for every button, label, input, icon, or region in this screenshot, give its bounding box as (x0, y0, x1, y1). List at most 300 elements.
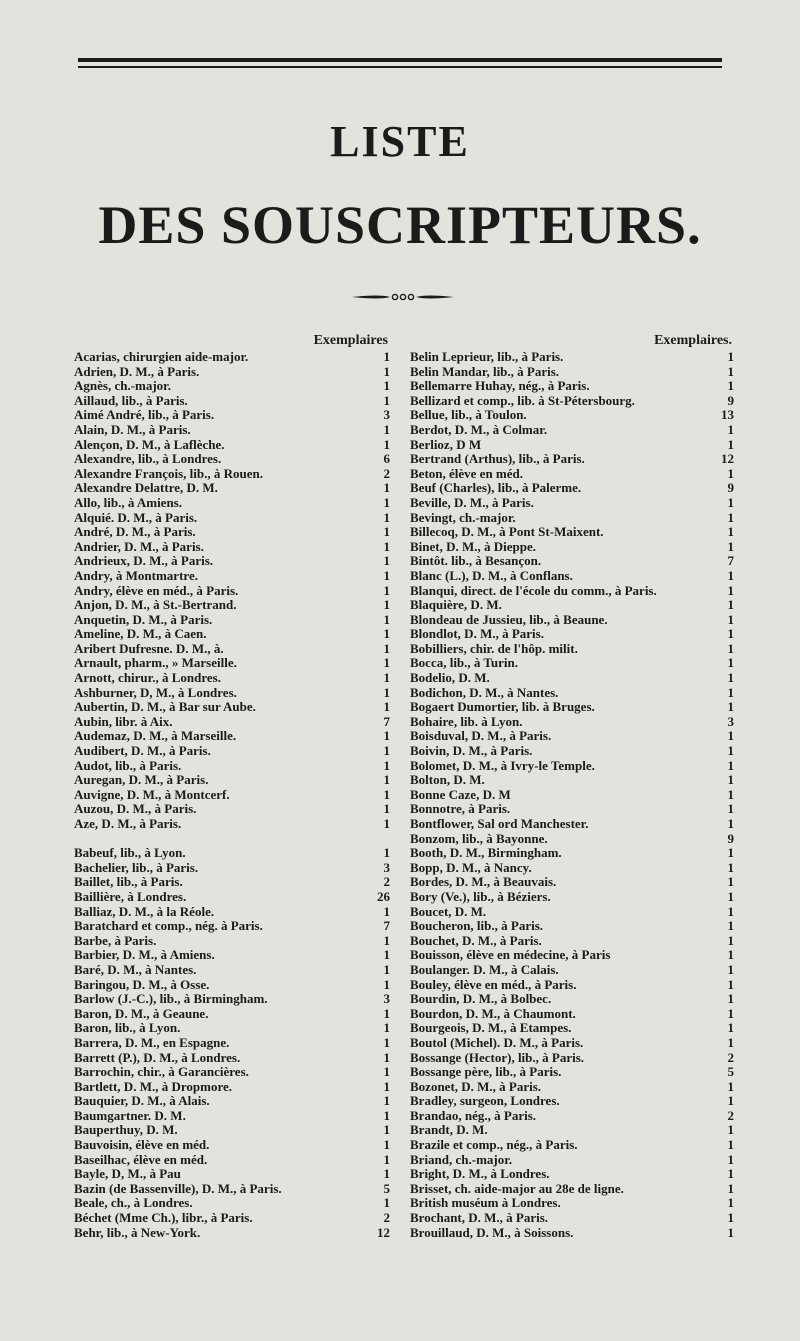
subscriber-entry (410, 802, 734, 817)
copies-count: 1 (383, 655, 390, 671)
subscriber-name: Bogaert Dumortier, lib. à Bruges. (410, 700, 595, 715)
copies-count: 1 (383, 947, 390, 963)
copies-count: 1 (383, 480, 390, 496)
copies-count: 1 (727, 421, 734, 437)
subscriber-entry (410, 934, 734, 949)
copies-count: 1 (383, 1064, 390, 1080)
copies-count: 1 (727, 640, 734, 656)
subscriber-entry (74, 408, 390, 423)
subscriber-name: Bertrand (Arthus), lib., à Paris. (410, 452, 585, 467)
subscriber-name: Boulanger. D. M., à Calais. (410, 962, 559, 977)
subscriber-name: Blondeau de Jussieu, lib., à Beaune. (410, 612, 608, 627)
subscriber-name: Bright, D. M., à Londres. (410, 1167, 550, 1182)
copies-count: 1 (383, 728, 390, 744)
subscriber-name: Aubin, libr. à Aix. (74, 714, 173, 729)
copies-count: 1 (727, 743, 734, 759)
subscriber-name: Brazile et comp., nég., à Paris. (410, 1138, 578, 1153)
subscriber-entry (410, 861, 734, 876)
subscriber-entry (410, 525, 734, 540)
copies-count: 1 (383, 392, 390, 408)
group-gap (74, 832, 390, 847)
subscriber-entry (74, 978, 390, 993)
subscriber-name: Bourdin, D. M., à Bolbec. (410, 992, 552, 1007)
copies-count: 1 (727, 655, 734, 671)
subscriber-entry (74, 379, 390, 394)
subscriber-entry (410, 729, 734, 744)
subscriber-name: Barrochin, chir., à Garancières. (74, 1065, 249, 1080)
copies-count: 1 (383, 1093, 390, 1109)
copies-count: 1 (727, 728, 734, 744)
subscriber-entry (410, 511, 734, 526)
subscriber-name: Bourgeois, D. M., à Etampes. (410, 1021, 572, 1036)
subscriber-entry (74, 700, 390, 715)
subscriber-entry (74, 744, 390, 759)
copies-count: 1 (727, 1210, 734, 1226)
copies-count: 1 (727, 378, 734, 394)
subscriber-name: Anjon, D. M., à St.-Bertrand. (74, 598, 237, 613)
subscriber-entry (74, 861, 390, 876)
copies-count: 1 (727, 1166, 734, 1182)
copies-count: 1 (727, 1034, 734, 1050)
copies-count: 1 (727, 947, 734, 963)
subscriber-entry (410, 452, 734, 467)
subscriber-entry (74, 992, 390, 1007)
subscriber-name: Andrieux, D. M., à Paris. (74, 554, 214, 569)
subscriber-entry (74, 1153, 390, 1168)
subscriber-entry (410, 948, 734, 963)
subscriber-entry (410, 1196, 734, 1211)
subscriber-name: Binet, D. M., à Dieppe. (410, 539, 537, 554)
copies-count: 1 (383, 1166, 390, 1182)
subscriber-entry (74, 525, 390, 540)
copies-count: 2 (727, 1049, 734, 1065)
subscriber-name: Bellue, lib., à Toulon. (410, 408, 527, 423)
copies-count: 1 (727, 436, 734, 452)
copies-count: 1 (727, 1224, 734, 1240)
subscriber-entry (410, 817, 734, 832)
copies-count: 1 (383, 845, 390, 861)
copies-count: 1 (383, 684, 390, 700)
copies-count: 1 (383, 436, 390, 452)
subscriber-name: Auregan, D. M., à Paris. (74, 773, 209, 788)
copies-count: 1 (727, 976, 734, 992)
subscriber-name: Blaquière, D. M. (410, 598, 502, 613)
subscriber-name: Balliaz, D. M., à la Réole. (74, 904, 215, 919)
subscriber-entry (410, 408, 734, 423)
subscriber-entry (74, 1226, 390, 1241)
copies-count: 1 (383, 421, 390, 437)
subscriber-name: Beale, ch., à Londres. (74, 1196, 193, 1211)
copies-count: 1 (383, 1195, 390, 1211)
subscriber-entry (410, 554, 734, 569)
copies-count: 7 (383, 918, 390, 934)
copies-count: 1 (727, 918, 734, 934)
copies-count: 1 (727, 626, 734, 642)
subscriber-entry (74, 467, 390, 482)
copies-count: 1 (383, 363, 390, 379)
copies-count: 2 (727, 1107, 734, 1123)
subscriber-name: André, D. M., à Paris. (74, 525, 196, 540)
subscriber-entry (74, 1182, 390, 1197)
subscriber-entry (74, 584, 390, 599)
subscriber-name: Baumgartner. D. M. (74, 1108, 186, 1123)
subscriber-name: Bevingt, ch.-major. (410, 510, 516, 525)
subscriber-name: Bozonet, D. M., à Paris. (410, 1079, 542, 1094)
copies-count: 1 (383, 816, 390, 831)
copies-count: 1 (383, 349, 390, 364)
subscriber-entry (74, 642, 390, 657)
copies-count: 1 (727, 684, 734, 700)
subscriber-name: Aillaud, lib., à Paris. (74, 393, 188, 408)
subscriber-name: Alexandre, lib., à Londres. (74, 452, 222, 467)
copies-count: 1 (727, 786, 734, 802)
subscriber-entry (74, 569, 390, 584)
copies-count: 1 (727, 349, 734, 364)
copies-count: 26 (377, 888, 390, 904)
copies-count: 12 (377, 1224, 390, 1240)
subscriber-entry (74, 948, 390, 963)
subscriber-name: Allo, lib., à Amiens. (74, 495, 182, 510)
copies-count: 1 (383, 553, 390, 569)
subscriber-name: Babeuf, lib., à Lyon. (74, 846, 186, 861)
copies-count: 1 (727, 670, 734, 686)
subscriber-entry (74, 875, 390, 890)
subscriber-name: Briand, ch.-major. (410, 1152, 513, 1167)
subscriber-entry (410, 1123, 734, 1138)
copies-count: 1 (727, 1151, 734, 1167)
subscriber-name: Bordes, D. M., à Beauvais. (410, 875, 557, 890)
subscriber-entry (410, 788, 734, 803)
title-line-2: DES SOUSCRIPTEURS. (98, 195, 702, 255)
copies-count: 1 (383, 670, 390, 686)
copies-count: 1 (383, 494, 390, 510)
subscriber-entry (74, 598, 390, 613)
subscriber-name: Bauquier, D. M., à Alais. (74, 1094, 210, 1109)
subscriber-name: Alexandre Delattre, D. M. (74, 481, 218, 496)
subscriber-name: Bossange père, lib., à Paris. (410, 1065, 562, 1080)
left-column-header: Exemplaires (313, 333, 388, 348)
copies-count: 1 (727, 509, 734, 525)
subscriber-entry (74, 1065, 390, 1080)
subscriber-entry (410, 992, 734, 1007)
subscriber-entry (74, 452, 390, 467)
subscriber-entry (410, 1138, 734, 1153)
subscriber-name: Baillière, à Londres. (74, 889, 187, 904)
copies-count: 1 (727, 1137, 734, 1153)
subscriber-name: Anquetin, D. M., à Paris. (74, 612, 213, 627)
copies-count: 1 (383, 597, 390, 613)
copies-count: 1 (727, 1093, 734, 1109)
copies-count: 1 (727, 772, 734, 788)
subscriber-name: Bouisson, élève en médecine, à Paris (410, 948, 611, 963)
copies-count: 1 (727, 874, 734, 890)
copies-count: 9 (727, 830, 734, 846)
copies-count: 13 (721, 407, 734, 423)
subscriber-name: Acarias, chirurgien aide-major. (74, 350, 249, 364)
subscriber-entry (410, 627, 734, 642)
subscriber-name: Brisset, ch. aide-major au 28e de ligne. (410, 1181, 624, 1196)
subscriber-entry (410, 1021, 734, 1036)
subscriber-name: Ameline, D. M., à Caen. (74, 627, 207, 642)
subscriber-name: Bartlett, D. M., à Dropmore. (74, 1079, 233, 1094)
subscriber-name: Bellizard et comp., lib. à St-Pétersbourg. (410, 393, 635, 408)
subscriber-entry (74, 481, 390, 496)
subscriber-entry (410, 875, 734, 890)
subscriber-entry (74, 1021, 390, 1036)
right-column-header: Exemplaires. (654, 333, 732, 348)
subscriber-entry (410, 598, 734, 613)
copies-count: 1 (727, 961, 734, 977)
subscriber-entry (410, 963, 734, 978)
copies-count: 7 (383, 713, 390, 729)
subscriber-name: Brochant, D. M., à Paris. (410, 1211, 549, 1226)
subscriber-entry (74, 540, 390, 555)
subscriber-name: Beville, D. M., à Paris. (410, 495, 534, 510)
copies-count: 1 (383, 582, 390, 598)
subscriber-name: Bonnotre, à Paris. (410, 802, 511, 817)
subscriber-entry (74, 1080, 390, 1095)
subscriber-entry (410, 890, 734, 905)
subscriber-name: Bellemarre Huhay, nég., à Paris. (410, 379, 590, 394)
copies-count: 1 (383, 509, 390, 525)
subscriber-name: Barbier, D. M., à Amiens. (74, 948, 215, 963)
copies-count: 1 (727, 567, 734, 583)
subscriber-entry (74, 438, 390, 453)
right-group (410, 350, 734, 1240)
copies-count: 1 (727, 903, 734, 919)
subscriber-entry (410, 686, 734, 701)
subscriber-entry (410, 1065, 734, 1080)
subscriber-name: Blondlot, D. M., à Paris. (410, 627, 544, 642)
subscriber-entry (410, 1153, 734, 1168)
copies-count: 3 (383, 407, 390, 423)
subscriber-name: Blanqui, direct. de l'école du comm., à Paris. (410, 583, 657, 598)
subscriber-entry (74, 1007, 390, 1022)
subscriber-entry (74, 1109, 390, 1124)
copies-count: 7 (727, 553, 734, 569)
subscriber-name: Bonzom, lib., à Bayonne. (410, 831, 548, 846)
copies-count: 1 (727, 1180, 734, 1196)
subscriber-name: Bayle, D, M., à Pau (74, 1167, 181, 1182)
subscriber-name: Brandt, D. M. (410, 1123, 488, 1138)
subscriber-entry (74, 1138, 390, 1153)
subscriber-entry (74, 1051, 390, 1066)
subscriber-name: Beton, élève en méd. (410, 466, 524, 481)
subscriber-entry (410, 438, 734, 453)
copies-count: 3 (383, 859, 390, 875)
subscriber-name: Baseilhac, élève en méd. (74, 1152, 208, 1167)
subscriber-name: Bourdon, D. M., à Chaumont. (410, 1006, 576, 1021)
subscriber-name: Bopp, D. M., à Nancy. (410, 860, 532, 875)
subscriber-entry (74, 423, 390, 438)
subscriber-entry (410, 656, 734, 671)
subscriber-entry (74, 817, 390, 832)
copies-count: 1 (383, 903, 390, 919)
copies-count: 1 (727, 1195, 734, 1211)
subscriber-entry (410, 584, 734, 599)
subscriber-name: Audibert, D. M., à Paris. (74, 744, 211, 759)
copies-count: 1 (727, 757, 734, 773)
subscriber-name: Bolomet, D. M., à Ivry-le Temple. (410, 758, 595, 773)
top-rule-thin (78, 66, 722, 68)
title-line-1: LISTE (330, 117, 470, 166)
copies-count: 1 (383, 786, 390, 802)
subscriber-name: Andry, à Montmartre. (74, 568, 198, 583)
subscriber-name: Barlow (J.-C.), lib., à Birmingham. (74, 992, 268, 1007)
subscriber-entry (74, 496, 390, 511)
subscriber-name: Bouchet, D. M., à Paris. (410, 933, 542, 948)
subscriber-entry (410, 919, 734, 934)
subscriber-entry (410, 1051, 734, 1066)
subscriber-name: British muséum à Londres. (410, 1196, 561, 1211)
subscriber-name: Bodelio, D. M. (410, 671, 490, 686)
subscriber-entry (74, 788, 390, 803)
subscriber-name: Billecoq, D. M., à Pont St-Maixent. (410, 525, 604, 540)
subscriber-entry (410, 350, 734, 365)
subscriber-name: Berdot, D. M., à Colmar. (410, 422, 548, 437)
subscriber-name: Aze, D. M., à Paris. (74, 817, 182, 831)
copies-count: 1 (383, 961, 390, 977)
subscriber-name: Baillet, lib., à Paris. (74, 875, 183, 890)
subscriber-name: Belin Mandar, lib., à Paris. (410, 364, 560, 379)
copies-count: 12 (721, 451, 734, 467)
subscriber-entry (74, 890, 390, 905)
copies-count: 1 (727, 932, 734, 948)
copies-count: 1 (727, 494, 734, 510)
copies-count: 1 (383, 640, 390, 656)
copies-count: 9 (727, 480, 734, 496)
subscriber-name: Baringou, D. M., à Osse. (74, 977, 210, 992)
subscriber-entry (74, 919, 390, 934)
subscriber-name: Barrera, D. M., en Espagne. (74, 1035, 230, 1050)
subscriber-name: Audot, lib., à Paris. (74, 758, 182, 773)
subscriber-entry (410, 642, 734, 657)
subscriber-name: Bocca, lib., à Turin. (410, 656, 518, 671)
left-group-b (74, 846, 390, 1240)
subscriber-entry (74, 729, 390, 744)
subscriber-name: Bory (Ve.), lib., à Béziers. (410, 889, 551, 904)
subscriber-name: Blanc (L.), D. M., à Conflans. (410, 568, 573, 583)
copies-count: 1 (383, 626, 390, 642)
subscriber-entry (74, 1036, 390, 1051)
subscriber-name: Bintôt. lib., à Besançon. (410, 554, 542, 569)
subscriber-entry (74, 1196, 390, 1211)
subscriber-entry (410, 1226, 734, 1241)
subscriber-name: Alain, D. M., à Paris. (74, 422, 191, 437)
subscriber-name: Boucet, D. M. (410, 904, 487, 919)
copies-count: 1 (383, 976, 390, 992)
subscriber-name: Beuf (Charles), lib., à Palerme. (410, 481, 582, 496)
copies-count: 1 (383, 801, 390, 817)
subscriber-entry (410, 1007, 734, 1022)
copies-count: 2 (383, 1210, 390, 1226)
subscriber-entry (74, 613, 390, 628)
subscriber-entry (74, 773, 390, 788)
subscriber-entry (410, 978, 734, 993)
subscriber-entry (410, 1167, 734, 1182)
copies-count: 1 (727, 524, 734, 540)
subscriber-name: Aubertin, D. M., à Bar sur Aube. (74, 700, 256, 715)
subscriber-name: Brandao, nég., à Paris. (410, 1108, 537, 1123)
subscriber-name: Barrett (P.), D. M., à Londres. (74, 1050, 241, 1065)
subscriber-name: Berlioz, D M (410, 437, 482, 452)
subscriber-entry (410, 365, 734, 380)
subscriber-name: Barbe, à Paris. (74, 933, 157, 948)
left-group-a (74, 350, 390, 832)
subscriber-entry (74, 1123, 390, 1138)
subscriber-entry (410, 394, 734, 409)
subscriber-entry (74, 511, 390, 526)
copies-count: 5 (727, 1064, 734, 1080)
copies-count: 1 (727, 611, 734, 627)
subscriber-name: Agnès, ch.-major. (74, 379, 172, 394)
copies-count: 1 (383, 1034, 390, 1050)
subscriber-name: Aimé André, lib., à Paris. (74, 408, 215, 423)
subscriber-entry (74, 1094, 390, 1109)
subscriber-name: Auvigne, D. M., à Montcerf. (74, 787, 230, 802)
copies-count: 6 (383, 451, 390, 467)
subscriber-entry (410, 613, 734, 628)
subscriber-entry (74, 671, 390, 686)
subscriber-name: Boutol (Michel). D. M., à Paris. (410, 1035, 584, 1050)
subscriber-name: Auzou, D. M., à Paris. (74, 802, 197, 817)
subscriber-name: Baré, D. M., à Nantes. (74, 962, 197, 977)
copies-count: 5 (383, 1180, 390, 1196)
subscriber-entry (74, 963, 390, 978)
subscriber-entry (410, 773, 734, 788)
subscriber-name: Boisduval, D. M., à Paris. (410, 729, 552, 744)
copies-count: 1 (383, 1005, 390, 1021)
subscriber-entry (74, 554, 390, 569)
subscriber-entry (410, 1036, 734, 1051)
subscriber-entry (74, 905, 390, 920)
subscriber-name: Andry, élève en méd., à Paris. (74, 583, 239, 598)
subscriber-name: Bonne Caze, D. M (410, 787, 511, 802)
subscriber-name: Arnott, chirur., à Londres. (74, 671, 221, 686)
copies-count: 1 (727, 1005, 734, 1021)
subscriber-entry (74, 365, 390, 380)
subscriber-entry (410, 759, 734, 774)
copies-count: 1 (383, 1122, 390, 1138)
copies-count: 1 (383, 1078, 390, 1094)
copies-count: 1 (727, 888, 734, 904)
copies-count: 3 (727, 713, 734, 729)
subscriber-entry (410, 846, 734, 861)
copies-count: 1 (383, 1151, 390, 1167)
subscriber-entry (410, 1080, 734, 1095)
copies-count: 1 (727, 1122, 734, 1138)
subscriber-name: Bolton, D. M. (410, 773, 485, 788)
copies-count: 1 (383, 1049, 390, 1065)
subscriber-entry (74, 350, 390, 365)
subscriber-name: Baron, D. M., à Geaune. (74, 1006, 209, 1021)
subscriber-entry (410, 569, 734, 584)
copies-count: 9 (727, 392, 734, 408)
copies-count: 1 (383, 757, 390, 773)
subscriber-entry (410, 423, 734, 438)
subscriber-entry (410, 496, 734, 511)
copies-count: 1 (727, 1078, 734, 1094)
copies-count: 1 (727, 582, 734, 598)
copies-count: 1 (727, 699, 734, 715)
copies-count: 1 (383, 567, 390, 583)
copies-count: 1 (383, 1020, 390, 1036)
subscriber-entry (74, 686, 390, 701)
subscriber-entry (410, 1182, 734, 1197)
copies-count: 1 (383, 524, 390, 540)
copies-count: 1 (383, 378, 390, 394)
copies-count: 1 (383, 1137, 390, 1153)
